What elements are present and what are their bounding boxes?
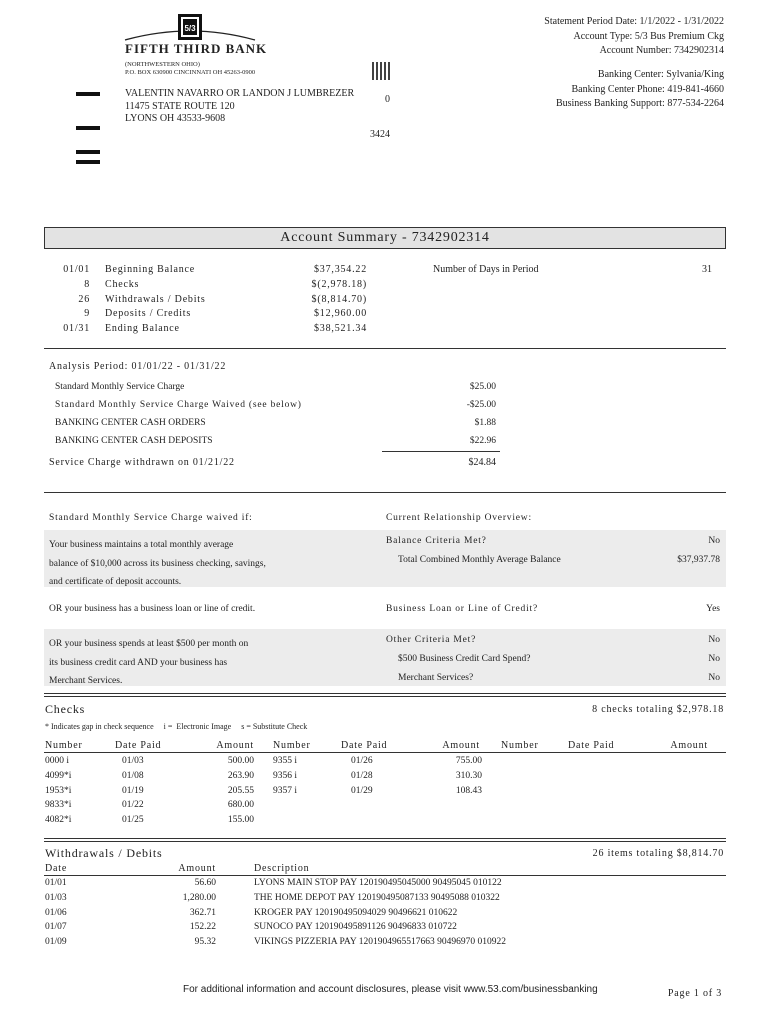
check-number: 4082*i: [45, 815, 72, 826]
other-criteria-label: Other Criteria Met?: [386, 635, 477, 645]
withdrawal-date: 01/09: [45, 937, 67, 948]
check-amount: 155.00: [227, 815, 254, 826]
banking-center-phone: Banking Center Phone: 419-841-4660: [571, 83, 724, 95]
summary-row-amount: $(8,814.70): [311, 293, 367, 305]
summary-row-amount: $38,521.34: [314, 323, 367, 335]
check-number: 0000 i: [45, 756, 70, 766]
withdrawal-description: THE HOME DEPOT PAY 120190495087133 90495088 010322: [254, 892, 500, 903]
balance-criteria-label: Balance Criteria Met?: [386, 536, 487, 546]
divider: [44, 492, 726, 493]
mail-mark: [76, 150, 100, 154]
analysis-row-label: BANKING CENTER CASH ORDERS: [55, 418, 206, 428]
loan-criteria-value: Yes: [706, 604, 720, 614]
analysis-row-amount: $25.00: [469, 382, 496, 392]
analysis-period: Analysis Period: 01/01/22 - 01/31/22: [49, 361, 227, 372]
business-support: Business Banking Support: 877-534-2264: [555, 98, 724, 109]
divider: [44, 875, 726, 876]
checks-header-amount: Amount: [670, 740, 708, 751]
withdrawal-description: KROGER PAY 120190495094029 90496621 010622: [254, 907, 458, 918]
withdrawal-description: SUNOCO PAY 120190495891126 90496833 010722: [254, 922, 457, 933]
withdrawal-description: LYONS MAIN STOP PAY 120190495045000 90495045 010122: [254, 878, 502, 888]
check-number: 1953*i: [45, 785, 72, 796]
total-line: [382, 451, 500, 452]
summary-row-date-count: 8: [84, 278, 90, 290]
loan-criteria-label: Business Loan or Line of Credit?: [386, 604, 538, 614]
waiver-line: its business credit card AND your business has: [49, 657, 228, 668]
check-date: 01/28: [351, 770, 373, 781]
page-number: Page 1 of 3: [667, 988, 722, 999]
withdrawal-amount: 56.60: [194, 878, 216, 888]
checks-total: 8 checks totaling $2,978.18: [592, 704, 724, 715]
mail-code-1: 0: [385, 94, 390, 105]
analysis-row-amount: $1.88: [474, 418, 496, 428]
summary-row-label: Ending Balance: [105, 323, 180, 335]
check-amount: 755.00: [455, 756, 482, 766]
summary-row-date-count: 01/31: [63, 323, 90, 335]
divider: [44, 841, 726, 842]
check-date: 01/22: [122, 800, 144, 811]
bank-name: FIFTH THIRD BANK: [125, 41, 268, 56]
withdrawals-title: Withdrawals / Debits: [45, 846, 163, 860]
withdrawal-amount: 362.71: [189, 907, 216, 918]
credit-card-spend-label: $500 Business Credit Card Spend?: [398, 654, 531, 664]
banking-center-info: [556, 68, 724, 112]
checks-header-date: Date Paid: [568, 740, 615, 751]
statement-period: Statement Period Date: 1/1/2022 - 1/31/2022: [544, 16, 724, 27]
checks-header-date: Date Paid: [341, 740, 388, 751]
checks-legend: * Indicates gap in check sequence i = Electronic Image s = Substitute Check: [45, 722, 308, 731]
merchant-services-label: Merchant Services?: [398, 673, 474, 683]
summary-title: Account Summary - 7342902314: [280, 230, 490, 245]
withdrawal-date: 01/03: [45, 892, 67, 903]
combined-balance-label: Total Combined Monthly Average Balance: [398, 555, 561, 565]
analysis-row-label: BANKING CENTER CASH DEPOSITS: [55, 436, 213, 446]
other-criteria-value: No: [708, 635, 720, 645]
merchant-services-value: No: [708, 673, 720, 683]
checks-title: Checks: [45, 702, 86, 716]
analysis-row-amount: $22.96: [469, 436, 496, 446]
mail-mark: [76, 160, 100, 164]
analysis-row-amount: -$25.00: [466, 400, 496, 410]
mail-code-2: 3424: [370, 129, 390, 140]
waiver-block-2: OR your business has a business loan or line of credit.: [49, 604, 256, 614]
check-date: 01/29: [351, 785, 373, 796]
check-number: 9356 i: [273, 770, 298, 781]
withdrawal-amount: 1,280.00: [182, 892, 216, 903]
withdrawal-description: VIKINGS PIZZERIA PAY 1201904965517663 90496970 010922: [254, 937, 507, 948]
checks-header-number: Number: [273, 740, 311, 751]
check-number: 9355 i: [273, 756, 298, 766]
checks-header-amount: Amount: [216, 740, 254, 751]
waiver-line: OR your business spends at least $500 per month on: [49, 639, 249, 649]
check-amount: 263.90: [227, 770, 254, 781]
withdrawal-amount: 95.32: [194, 937, 216, 948]
divider: [44, 693, 726, 694]
summary-row-date-count: 9: [84, 308, 90, 320]
summary-row-amount: $37,354.22: [314, 264, 367, 275]
check-date: 01/19: [122, 785, 144, 796]
customer-street: 11475 STATE ROUTE 120: [125, 101, 235, 112]
checks-header-number: Number: [501, 740, 539, 751]
barcode-icon: [372, 62, 390, 80]
analysis-row-label: Standard Monthly Service Charge: [55, 382, 185, 392]
check-amount: 680.00: [227, 800, 254, 811]
svg-text:5/3: 5/3: [184, 24, 196, 33]
balance-criteria-value: No: [708, 536, 720, 546]
check-number: 9357 i: [273, 785, 298, 796]
waiver-block-1: [49, 536, 266, 592]
summary-row-date-count: 26: [78, 293, 90, 305]
footer-disclosure-note: For additional information and account disclosures, please visit www.53.com/businessbanking: [183, 984, 598, 995]
check-amount: 108.43: [455, 785, 482, 796]
divider: [44, 752, 726, 753]
withdrawal-date: 01/06: [45, 907, 67, 918]
service-charge-total-label: Service Charge withdrawn on 01/21/22: [49, 457, 235, 468]
withdrawal-date: 01/01: [45, 878, 67, 888]
check-number: 4099*i: [45, 770, 72, 781]
divider: [44, 348, 726, 349]
divider: [44, 696, 726, 697]
withdrawals-header-amount: Amount: [178, 863, 216, 874]
checks-header-number: Number: [45, 740, 83, 751]
account-number: Account Number: 7342902314: [599, 45, 724, 56]
days-value: 31: [702, 264, 712, 275]
summary-row-date-count: 01/01: [63, 264, 90, 275]
bank-region: (NORTHWESTERN OHIO): [125, 61, 200, 68]
withdrawal-amount: 152.22: [189, 922, 216, 933]
withdrawal-date: 01/07: [45, 922, 67, 933]
check-number: 9833*i: [45, 800, 72, 811]
customer-city: LYONS OH 43533-9608: [125, 113, 226, 124]
waiver-line: and certificate of deposit accounts.: [49, 577, 182, 587]
analysis-row-label: Standard Monthly Service Charge Waived (see below): [55, 400, 302, 410]
customer-name: VALENTIN NAVARRO OR LANDON J LUMBREZER: [125, 88, 355, 99]
check-date: 01/08: [122, 770, 144, 781]
service-charge-total-amount: $24.84: [468, 457, 496, 468]
statement-info: [544, 15, 724, 59]
checks-header-amount: Amount: [442, 740, 480, 751]
divider: [44, 838, 726, 839]
summary-row-label: Checks: [105, 278, 140, 290]
waiver-line: Merchant Services.: [49, 676, 123, 686]
waiver-line: Your business maintains a total monthly average: [49, 540, 234, 550]
check-date: 01/26: [351, 756, 373, 766]
withdrawals-total: 26 items totaling $8,814.70: [592, 848, 724, 859]
waiver-line: balance of $10,000 across its business checking, savings,: [49, 558, 266, 569]
checks-header-date: Date Paid: [115, 740, 162, 751]
summary-row-amount: $12,960.00: [314, 308, 367, 320]
mail-mark: [76, 126, 100, 130]
summary-row-label: Beginning Balance: [105, 264, 195, 275]
days-label: Number of Days in Period: [433, 264, 539, 275]
check-amount: 310.30: [455, 770, 482, 781]
waiver-header: Standard Monthly Service Charge waived if:: [49, 513, 253, 523]
withdrawals-header-date: Date: [45, 863, 68, 874]
credit-card-spend-value: No: [708, 654, 720, 664]
check-amount: 500.00: [227, 756, 254, 766]
summary-row-label: Deposits / Credits: [105, 308, 192, 320]
combined-balance-value: $37,937.78: [677, 555, 720, 565]
mail-mark: [76, 92, 100, 96]
summary-row-amount: $(2,978.18): [311, 278, 367, 290]
waiver-block-3: [49, 635, 248, 691]
withdrawals-header-description: Description: [254, 863, 310, 874]
check-date: 01/03: [122, 756, 144, 766]
banking-center: Banking Center: Sylvania/King: [597, 69, 724, 80]
summary-row-label: Withdrawals / Debits: [105, 293, 206, 305]
bank-address: P.O. BOX 630900 CINCINNATI OH 45263-0900: [125, 69, 256, 76]
check-amount: 205.55: [227, 785, 254, 796]
account-type: Account Type: 5/3 Bus Premium Ckg: [573, 30, 724, 42]
relationship-header: Current Relationship Overview:: [386, 513, 532, 523]
check-date: 01/25: [122, 815, 144, 826]
